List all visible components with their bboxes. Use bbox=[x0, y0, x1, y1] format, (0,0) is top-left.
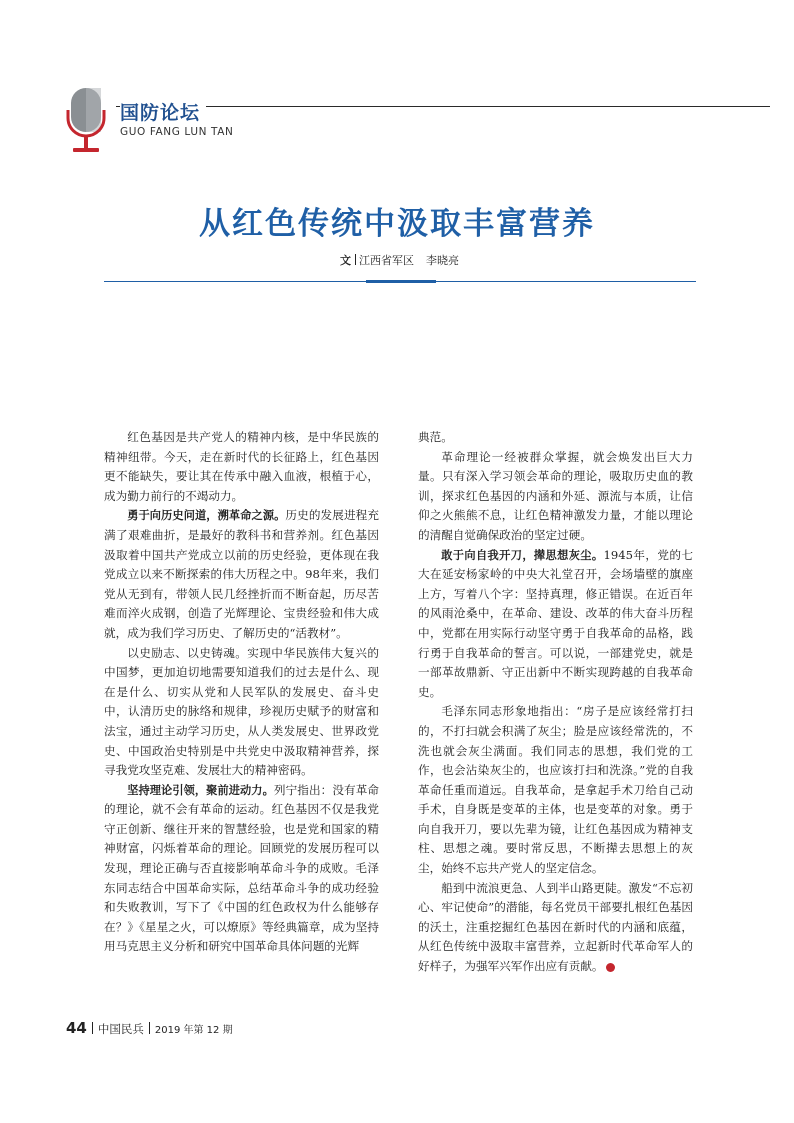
page-number: 44 bbox=[66, 1019, 87, 1037]
header-rule bbox=[116, 106, 770, 107]
byline-author: 李晓亮 bbox=[426, 254, 459, 267]
byline-unit: 江西省军区 bbox=[359, 254, 414, 267]
paragraph-continued: 典范。 bbox=[418, 430, 453, 444]
paragraph: 革命理论一经被群众掌握，就会焕发出巨大力量。只有深入学习领会革命的理论，吸取历史血的教训，探求红色基因的内涵和外延、源流与本质，让信仰之火熊熊不息，让红色精神激发力量，才能以理论的清醒自觉确保政治的坚定过硬。 bbox=[418, 449, 693, 542]
footer-divider bbox=[149, 1022, 150, 1034]
paragraph: 以史励志、以史铸魂。实现中华民族伟大复兴的中国梦，更加迫切地需要知道我们的过去是什么、现在是什么、切实从党和人民军队的发展史、奋斗史中，认清历史的脉络和规律，珍视历史赋予的财富和法宝，通过主动学习历史，从人类发展史、世界政党史、中国政治史特别是中共党史中汲取精神营养，探寻我党攻坚克难、发展壮大的精神密码。 bbox=[104, 645, 379, 778]
issue-label: 2019 年第 12 期 bbox=[154, 1025, 233, 1036]
magazine-name: 中国民兵 bbox=[97, 1022, 144, 1036]
paragraph bbox=[104, 781, 379, 957]
section-subtitle: GUO FANG LUN TAN bbox=[120, 126, 234, 138]
left-column bbox=[104, 428, 379, 957]
paragraph bbox=[104, 506, 379, 643]
byline bbox=[340, 252, 459, 268]
paragraph-text: 船到中流浪更急、人到半山路更陡。激发“不忘初心、牢记使命”的潜能，每名党员干部要扎根红色基因的沃土，注重挖掘红色基因在新时代的内涵和底蕴，从红色传统中汲取丰富营养，立起新时代革命军人的好样子，为强军兴军作出应有贡献。 bbox=[418, 880, 693, 974]
microphone-icon bbox=[66, 86, 106, 156]
paragraph: 毛泽东同志形象地指出：“房子是应该经常打扫的，不打扫就会积满了灰尘；脸是应该经常洗的，不洗也就会灰尘满面。我们同志的思想，我们党的工作，也会沾染灰尘的，也应该打扫和洗涤。”党的自我革命任重而道远。自我革命，是拿起手术刀给自己动手术，自身既是变革的主体，也是变革的对象。勇于向自我开刀，要以先辈为镜，让红色基因成为精神支柱、思想之魂。要时常反思，不断撵去思想上的灰尘，始终不忘共产党人的坚定信念。 bbox=[418, 704, 693, 876]
article-title: 从红色传统中汲取丰富营养 bbox=[199, 206, 595, 242]
byline-label: 文 bbox=[340, 254, 351, 267]
paragraph: 红色基因是共产党人的精神内核，是中华民族的精神纽带。今天，走在新时代的长征路上，红色基因更不能缺失，要让其在传承中融入血液，根植于心，成为勤力前行的不竭动力。 bbox=[104, 430, 379, 503]
footer-divider bbox=[92, 1022, 93, 1034]
byline-divider bbox=[355, 254, 356, 265]
page-footer bbox=[66, 1018, 233, 1037]
paragraph-heading: 敢于向自我开刀，撵思想灰尘。 bbox=[441, 548, 604, 562]
right-column bbox=[418, 428, 693, 977]
paragraph-heading: 勇于向历史问道，溯革命之源。 bbox=[127, 509, 286, 523]
end-mark-icon: ⓜ bbox=[606, 963, 615, 972]
paragraph bbox=[418, 546, 693, 703]
section-title: 国防论坛 bbox=[120, 98, 206, 125]
title-rule-accent bbox=[366, 280, 436, 283]
paragraph-heading: 坚持理论引领，聚前进动力。 bbox=[127, 783, 274, 797]
paragraph-text: 历史的发展进程充满了艰难曲折，是最好的教科书和营养剂。红色基因汲取着中国共产党成立以前的历史经验，更体现在我党成立以来不断探索的伟大历程之中。98年来，我们党从无到有，带领人民几经挫折而不断奋起，历尽苦难而淬火成钢，创造了光辉理论、宝贵经验和伟大成就，成为我们学习历史、了解历史的“活教材”。 bbox=[104, 508, 379, 640]
paragraph-text: 1945年，党的七大在延安杨家岭的中央大礼堂召开，会场墙壁的旗座上方，写着八个字：坚持真理，修正错误。在近百年的风雨沧桑中，在革命、建设、改革的伟大奋斗历程中，党都在用实际行动坚守勇于自我革命的品格，践行勇于自我革命的誓言。可以说，一部建党史，就是一部革故鼎新、守正出新中不断实现跨越的自我革命史。 bbox=[418, 547, 693, 699]
paragraph-text: 列宁指出：没有革命的理论，就不会有革命的运动。红色基因不仅是我党守正创新、继往开来的智慧经验，也是党和国家的精神财富，闪烁着革命的理论。回顾党的发展历程可以发现，理论正确与否直接影响革命斗争的成败。毛泽东同志结合中国革命实际，总结革命斗争的成功经验和失败教训，写下了《中国的红色政权为什么能够存在？》《星星之火，可以燎原》等经典篇章，成为坚持用马克思主义分析和研究中国革命具体问题的光辉 bbox=[104, 782, 379, 954]
paragraph bbox=[418, 879, 693, 977]
